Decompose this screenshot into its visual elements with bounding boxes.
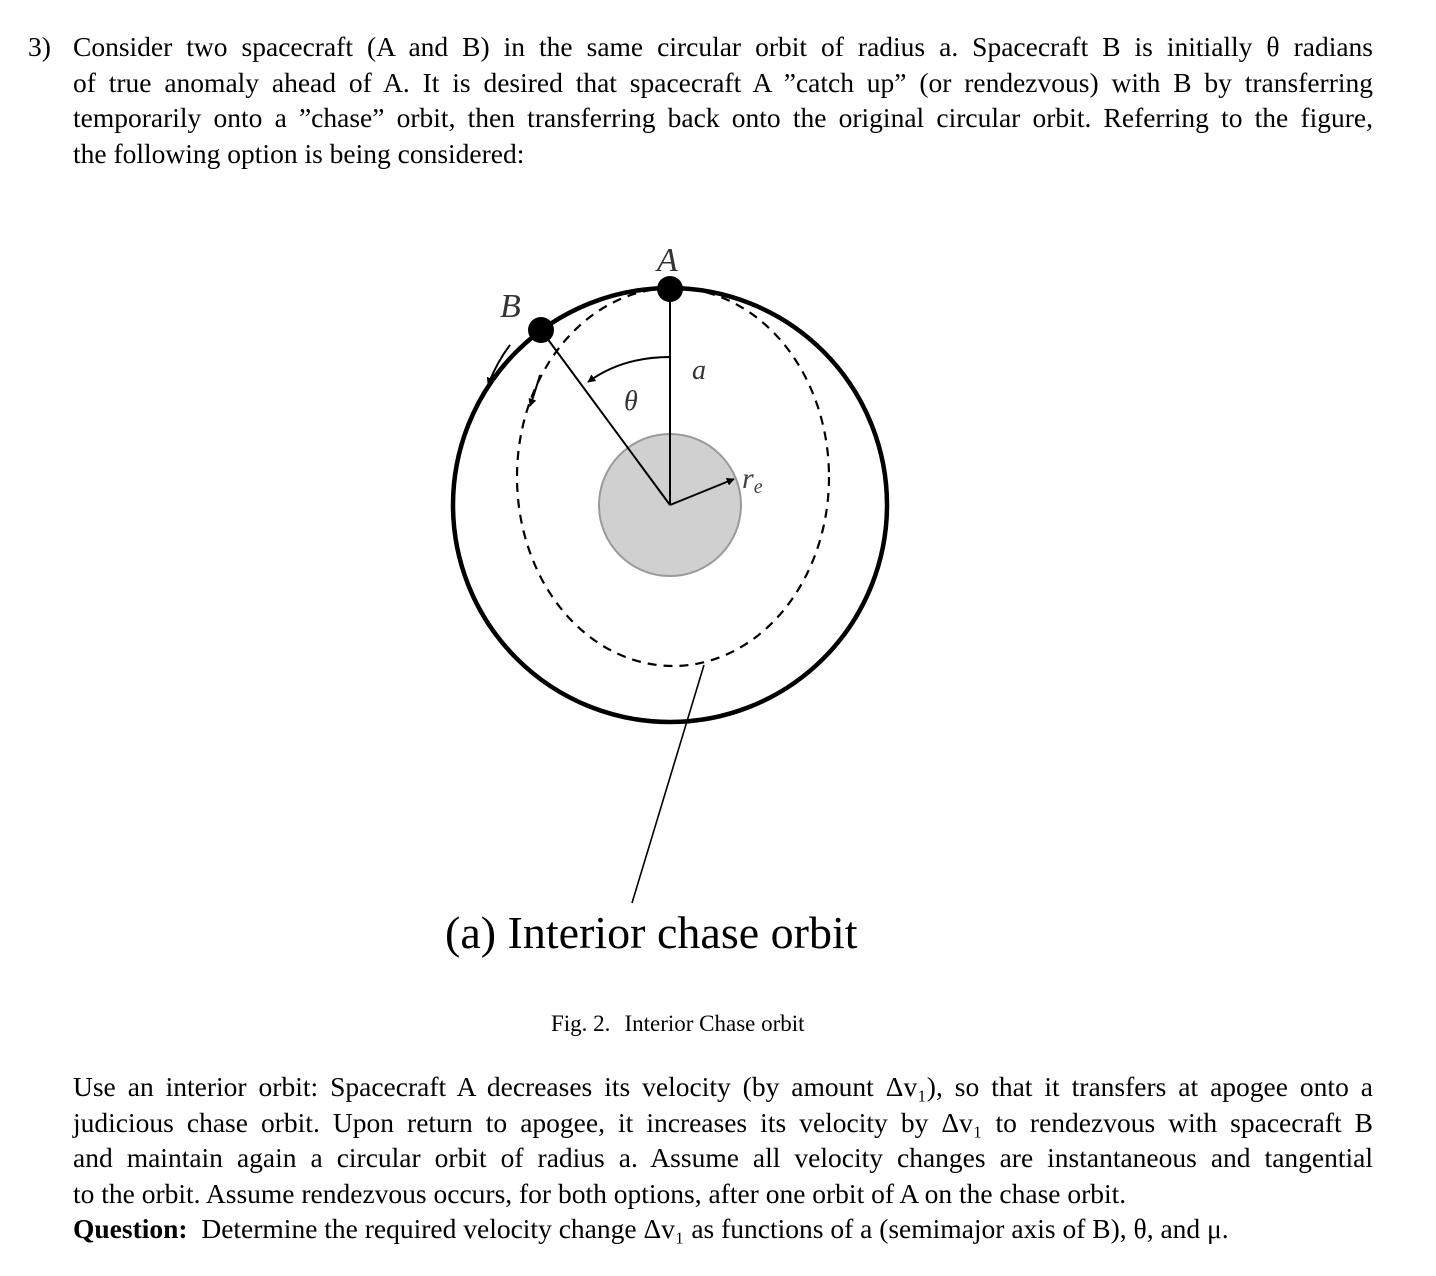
- question-label: Question:: [73, 1213, 188, 1244]
- problem-number: 3): [28, 31, 51, 62]
- intro-line-4: the following option is being considered:: [73, 137, 525, 169]
- leader-line: [632, 665, 704, 903]
- question-line: [73, 1211, 1373, 1247]
- body-line-1: Use an interior orbit: Spacecraft A decreases its velocity (by amount Δv₁), so that it transfers at apogee onto a: [73, 1071, 1373, 1102]
- chase-direction-arrow: [530, 375, 540, 406]
- option-description: [73, 1069, 1373, 1247]
- label-b-spacecraft: B: [500, 288, 521, 325]
- label-earth-radius-main: r: [742, 462, 754, 495]
- question-text: Determine the required velocity change Δv₁ as functions of a (semimajor axis of B), θ, and μ.: [201, 1213, 1229, 1244]
- figure-caption-number: Fig. 2.: [551, 1011, 611, 1036]
- spacecraft-a: [657, 276, 683, 302]
- body-line-4: to the orbit. Assume rendezvous occurs, for both options, after one orbit of A on the chase orbit.: [73, 1177, 1127, 1209]
- theta-arc-arrow: [588, 357, 670, 382]
- label-theta: θ: [624, 386, 638, 417]
- body-line-3: and maintain again a circular orbit of radius a. Assume all velocity changes are instantaneous and tangential: [73, 1142, 1373, 1173]
- figure-caption: [551, 1009, 805, 1039]
- body-line-2: judicious chase orbit. Upon return to apogee, it increases its velocity by Δv₁ to rendezvous with spacecraft B: [73, 1106, 1373, 1138]
- label-radius-a: a: [692, 355, 706, 386]
- label-earth-radius: [742, 462, 763, 498]
- label-earth-radius-sub: e: [753, 476, 763, 498]
- intro-line-1: Consider two spacecraft (A and B) in the same circular orbit of radius a. Spacecraft B is initially θ radians: [73, 31, 1373, 62]
- intro-line-3: temporarily onto a ”chase” orbit, then transferring back onto the original circular orbit. Referring to the figure,: [73, 102, 1373, 133]
- figure-subcaption: (a) Interior chase orbit: [445, 907, 858, 958]
- intro-line-2: of true anomaly ahead of A. It is desired that spacecraft A ”catch up” (or rendezvous) with B by transferring: [73, 66, 1373, 98]
- spacecraft-b: [528, 317, 554, 343]
- label-a-spacecraft: A: [657, 242, 678, 279]
- figure-caption-text: Interior Chase orbit: [624, 1011, 805, 1036]
